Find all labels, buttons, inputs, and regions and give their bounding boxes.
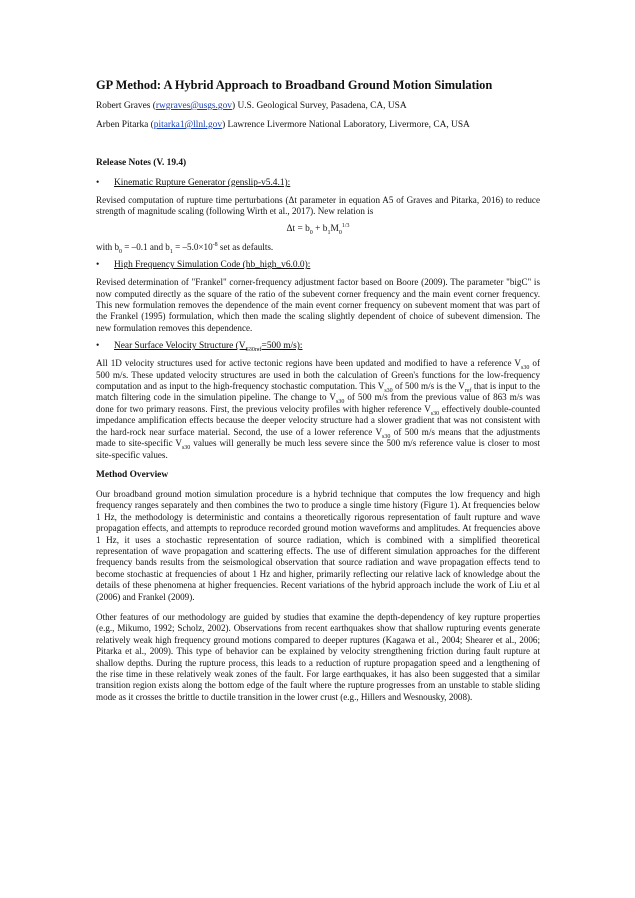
paragraph-velocity: All 1D velocity structures used for active tectonic regions have been updated and modified to have a reference $V_{s30}$ of 500 m/s. These updated velocity structures are used in both the calculation of Green's functions for the low-frequency computation and as input to the high-frequency stochastic computation. This $V_{s30}$ of 500 m/s is the $V_{ref}$ that is input to the match filtering code in the simulation pipeline. The change to $V_{s30}$ of 500 m/s from the previous value of 863 m/s was done for two primary reasons. First, the previous velocity profiles with higher reference $V_{s30}$ effectively double-counted impedance amplification effects because the deeper velocity structure had a slower gradient that was not consistent with the hard-rock near surface material. Second, the use of a lower reference $V_{s30}$ of 500 m/s means that the adjustments made to site-specific $V_{s30}$ values will generally be much less severe since the 500 m/s reference value is closer to most site-specific values. xyxy=(96,358,541,460)
bullet-icon: • xyxy=(96,341,100,352)
paragraph-frankel: Revised determination of "Frankel" corner-frequency adjustment factor based on Boore (2009). The parameter "bigC" is now computed directly as the square of the ratio of the subevent corner frequency and the main event corner frequency. This new formulation removes the dependence of the main event corner frequency on subevent moment that was part of the Frankel (1995) formulation, which then made the scaling slightly dependent of choice of subevent dimension. The new formulation removes this dependence. xyxy=(96,277,540,333)
release-notes-heading: Release Notes (V. 19.4) xyxy=(96,158,187,168)
bullet-high-frequency xyxy=(96,259,540,271)
document-page xyxy=(96,78,540,708)
paragraph-method: Our broadband ground motion simulation procedure is a hybrid technique that computes the low frequency and high frequency ranges separately and then combines the two to produce a single time history (Figure 1). At frequencies below 1 Hz, the methodology is deterministic and contains a theoretically rigorous representation of fault rupture and wave propagation effects, and attempts to reproduce recorded ground motion waveforms and amplitudes. At frequencies above 1 Hz, it uses a stochastic representation of source radiation, which is combined with a simplified theoretical representation of wave propagation and scattering effects. The use of different simulation approaches for the different frequency bands results from the seismological observation that source radiation and wave propagation effects tend to become stochastic at frequencies of about 1 Hz and higher, primarily reflecting our relative lack of knowledge about the details of these phenomena at higher frequencies. Recent variations of the hybrid approach include the work of Liu et al (2006) and Frankel (2009). xyxy=(96,488,540,602)
bullet-label: High Frequency Simulation Code (hb_high_v6.0.0): xyxy=(114,260,311,271)
paragraph-defaults: with $b_0 = -0.1$ and $b_1 = -5.0\times 10^{-8}$ set as defaults. xyxy=(96,241,274,255)
bullet-label: Near Surface Velocity Structure ($V_{S30ref}=500$ m/s): xyxy=(114,341,303,354)
page-title: GP Method: A Hybrid Approach to Broadband Ground Motion Simulation xyxy=(96,78,493,92)
bullet-velocity-structure xyxy=(96,340,540,352)
bullet-rupture-generator xyxy=(96,177,540,189)
paragraph-other-features: Other features of our methodology are guided by studies that examine the depth-dependency of key rupture properties (e.g., Mikumo, 1992; Scholz, 2002). Observations from recent earthquakes show that shallow rupturing events generate relatively weak high frequency ground motions compared to deeper ruptures (Kagawa et al., 2004; Shearer et al., 2006; Pitarka et al., 2009). This type of behavior can be explained by velocity strengthening friction during fault rupture at shallow depths. During the rupture process, this leads to a reduction of rupture propagation speed and a lengthening of the rise time in these relatively weak zones of the fault. For large earthquakes, it has also been suggested that a similar transition region exists along the bottom edge of the fault where the rupture progresses from an unstable to stable sliding mode as it crosses the brittle to ductile transition in the lower crust (e.g., Hillers and Wesnousky, 2008). xyxy=(96,611,540,702)
bullet-icon: • xyxy=(96,178,100,188)
author-affiliation: U.S. Geological Survey, Pasadena, CA, USA xyxy=(237,101,407,111)
author-name: Robert Graves xyxy=(96,101,151,111)
paragraph-rupture-time: Revised computation of rupture time perturbations (Δt parameter in equation A5 of Graves and Pitarka, 2016) to reduce strength of magnitude scaling (following Wirth et al., 2017). New relation is xyxy=(96,195,540,217)
equation: $\Delta t = b_0 + b_1M_0^{1/3}$ xyxy=(286,222,350,236)
author-email-link[interactable]: pitarka1@llnl.gov xyxy=(153,120,223,130)
author-name: Arben Pitarka xyxy=(96,120,149,130)
bullet-icon: • xyxy=(96,260,100,271)
author-line-1: Robert Graves (rwgraves@usgs.gov) U.S. Geological Survey, Pasadena, CA, USA xyxy=(96,101,407,111)
author-line-2: Arben Pitarka (pitarka1@llnl.gov) Lawrence Livermore National Laboratory, Livermore, CA, USA xyxy=(96,120,470,130)
author-affiliation: Lawrence Livermore National Laboratory, Livermore, CA, USA xyxy=(227,120,470,130)
method-overview-heading: Method Overview xyxy=(96,469,169,480)
author-email-link[interactable]: rwgraves@usgs.gov xyxy=(155,101,232,111)
bullet-label: Kinematic Rupture Generator (genslip-v5.4.1): xyxy=(114,178,291,188)
